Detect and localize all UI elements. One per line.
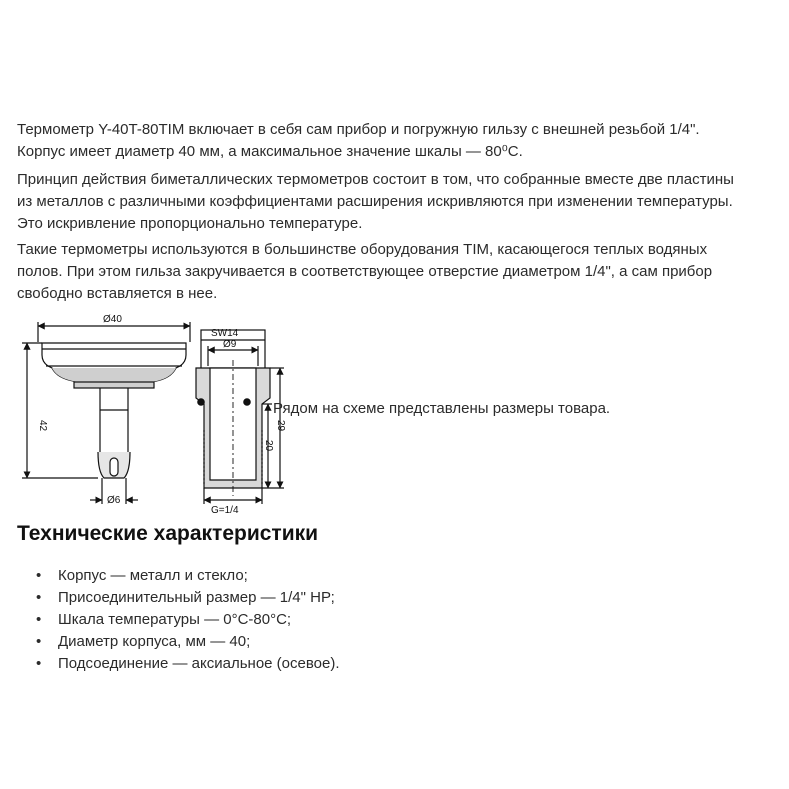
specs-heading: Технические характеристики <box>17 522 319 545</box>
spec-text: Подсоединение — аксиальное (осевое). <box>58 655 340 672</box>
thermometer-height-label: 42 <box>37 420 48 432</box>
specs-list <box>17 565 340 675</box>
intro-line: Это искривление пропорционально температуре. <box>17 215 363 232</box>
intro-paragraph-2 <box>17 169 787 235</box>
stem-diameter-label: Ø6 <box>107 495 121 506</box>
dimension-diagram <box>0 300 290 520</box>
intro-line: полов. При этом гильза закручивается в соответствующее отверстие диаметром 1/4", а сам прибор <box>17 263 713 280</box>
bullet: • <box>36 611 42 628</box>
bullet: • <box>36 589 42 606</box>
list-item <box>17 653 340 675</box>
list-item <box>17 631 340 653</box>
intro-line: Принцип действия биметаллических термометров состоит в том, что собранные вместе две пластины <box>17 171 734 188</box>
sleeve-total-label: 29 <box>275 420 286 432</box>
intro-line: свободно вставляется в нее. <box>17 285 218 302</box>
thermometer-diameter-label: Ø40 <box>103 314 122 325</box>
intro-line: Корпус имеет диаметр 40 мм, а максимальное значение шкалы — 80⁰С. <box>17 143 523 160</box>
bullet: • <box>36 655 42 672</box>
spec-text: Шкала температуры — 0°С-80°С; <box>58 611 292 628</box>
spec-text: Корпус — металл и стекло; <box>58 567 248 584</box>
list-item <box>17 587 340 609</box>
intro-line: Такие термометры используются в большинстве оборудования TIM, касающегося теплых водяных <box>17 241 708 258</box>
bullet: • <box>36 633 42 650</box>
spec-text: Диаметр корпуса, мм — 40; <box>58 633 251 650</box>
inner-diameter-label: Ø9 <box>223 339 237 350</box>
intro-line: из металлов с различными коэффициентами расширения искривляются при изменении температуры. <box>17 193 733 210</box>
thread-label: G=1/4 <box>211 505 239 516</box>
intro-paragraph-3 <box>17 239 787 305</box>
bullet: • <box>36 567 42 584</box>
list-item <box>17 609 340 631</box>
thermometer-drawing <box>22 322 190 504</box>
diagram-caption: Рядом на схеме представлены размеры товара. <box>273 400 611 417</box>
sleeve-drawing <box>196 330 284 504</box>
wrench-size-label: SW14 <box>211 328 239 339</box>
list-item <box>17 565 340 587</box>
sleeve-depth-label: 20 <box>263 440 274 452</box>
intro-paragraph-1 <box>17 119 787 163</box>
spec-text: Присоединительный размер — 1/4" НР; <box>58 589 335 606</box>
intro-line: Термометр Y-40T-80TIM включает в себя сам прибор и погружную гильзу с внешней резьбой 1/4". <box>17 121 700 138</box>
